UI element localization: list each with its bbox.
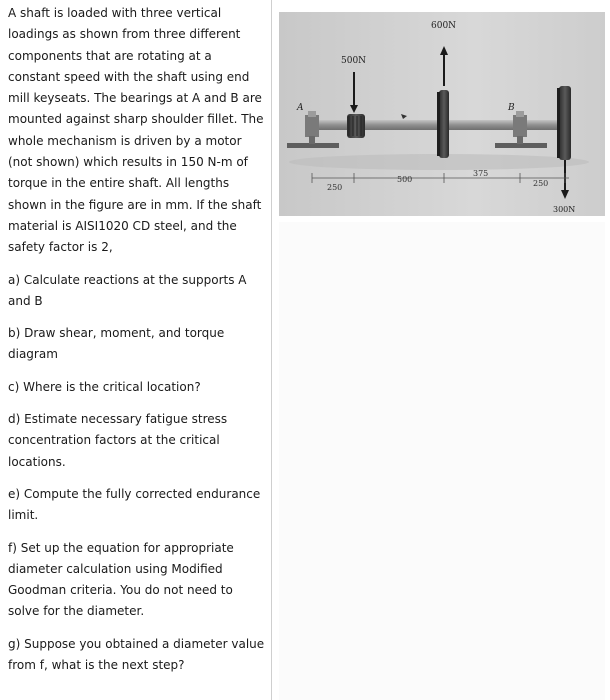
dim-500: 500 [397,175,413,184]
load-600n-label: 600N [431,21,457,31]
shaft-figure [279,12,605,216]
question-c: c) Where is the critical location? [8,379,201,394]
support-b-label: B [508,103,515,113]
load-300n-label: 300N [553,205,576,214]
blank-area [279,222,605,700]
question-e: e) Compute the fully corrected endurance limit. [8,486,261,523]
question-d: d) Estimate necessary fatigue stress concentration factors at the critical locations. [8,412,228,469]
problem-statement: A shaft is loaded with three vertical loadings as shown from three different components that are rotating at a constant speed with the shaft using end mill keyseats. The bearings at A and B are mounted against sharp shoulder fillet. The whole mechanism is driven by a motor (not shown) which results in 150 N-m of torque in the entire shaft. All lengths shown in the figure are in mm. If the shaft material is AISI1020 CD steel, and the safety factor is 2, [8,6,264,255]
question-b: b) Draw shear, moment, and torque diagram [8,326,225,362]
question-g: g) Suppose you obtained a diameter value from f, what is the next step? [8,636,265,673]
ground-shadow [289,154,589,170]
shaft-diagram [279,12,605,216]
load-500n-label: 500N [341,56,367,66]
question-a: a) Calculate reactions at the supports A and B [8,272,247,308]
gear-500n [347,114,365,138]
support-a-label: A [297,103,304,113]
dim-250-left: 250 [327,183,343,192]
question-f: f) Set up the equation for appropriate diameter calculation using Modified Goodman criteria. You do not need to solve for the diameter. [8,540,234,619]
dim-250-right: 250 [533,179,549,188]
dim-375: 375 [473,169,489,178]
problem-text-column [0,0,272,700]
pulley-300n [557,86,571,160]
pulley-600n [437,90,449,158]
